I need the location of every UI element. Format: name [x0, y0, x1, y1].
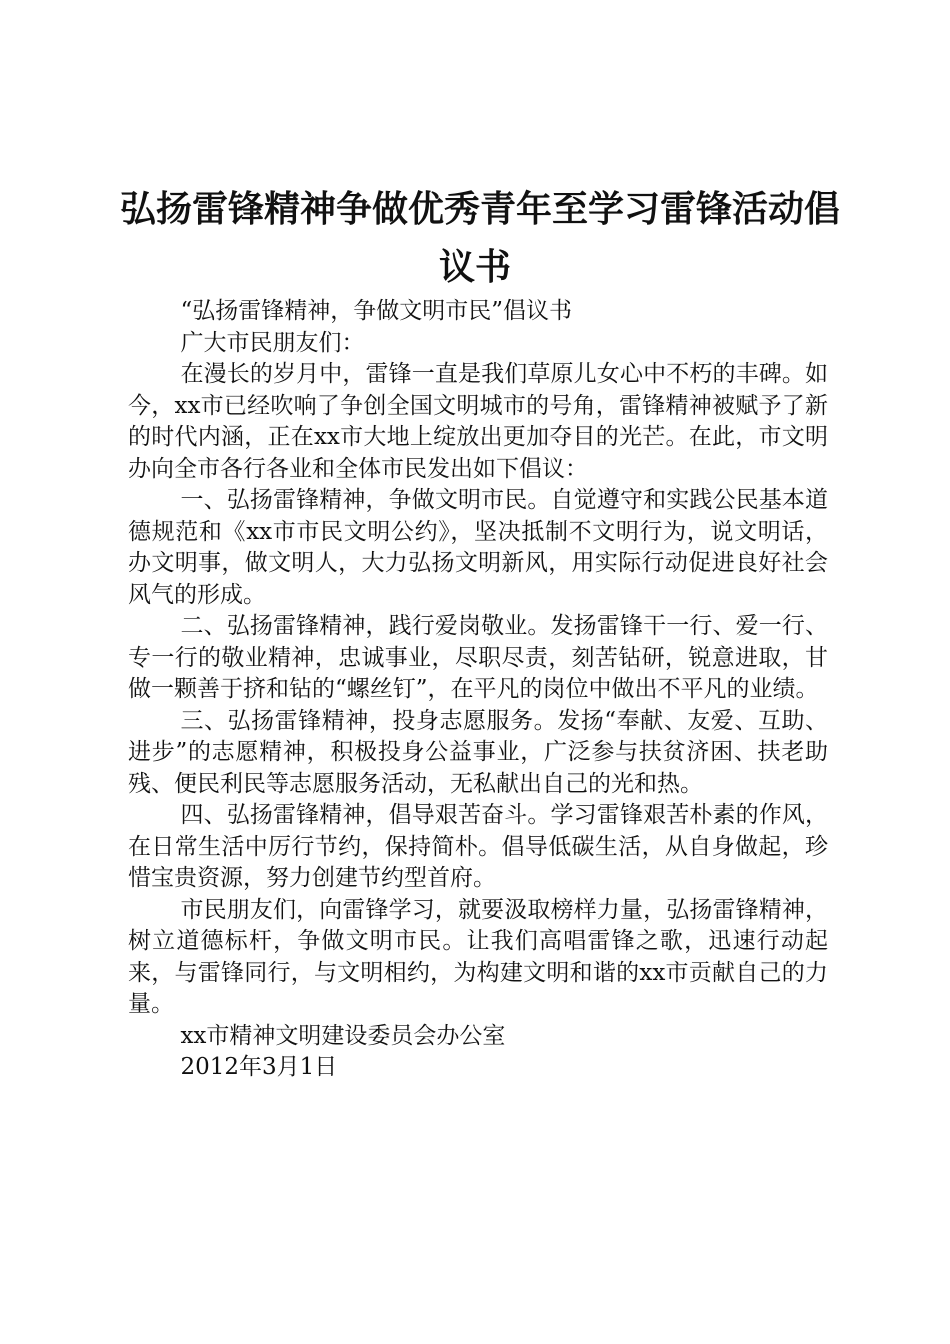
point-three-paragraph: 三、弘扬雷锋精神，投身志愿服务。发扬“奉献、友爱、互助、进步”的志愿精神，积极投身公益事业，广泛参与扶贫济困、扶老助残、便民利民等志愿服务活动，无私献出自己的光和热。	[128, 707, 828, 797]
document-body	[128, 296, 828, 1084]
point-one-paragraph: 一、弘扬雷锋精神，争做文明市民。自觉遵守和实践公民基本道德规范和《xx市市民文明公约》，坚决抵制不文明行为，说文明话，办文明事，做文明人，大力弘扬文明新风，用实际行动促进良好社会风气的形成。	[128, 487, 828, 608]
point-two-paragraph: 二、弘扬雷锋精神，践行爱岗敬业。发扬雷锋干一行、爱一行、专一行的敬业精神，忠诚事业，尽职尽责，刻苦钻研，锐意进取，甘做一颗善于挤和钻的“螺丝钉”，在平凡的岗位中做出不平凡的业绩。	[128, 613, 828, 702]
salutation: 广大市民朋友们：	[180, 329, 365, 356]
issuer-signature: xx市精神文明建设委员会办公室	[180, 1022, 506, 1049]
closing-paragraph: 市民朋友们，向雷锋学习，就要汲取榜样力量，弘扬雷锋精神，树立道德标杆，争做文明市民。让我们高唱雷锋之歌，迅速行动起来，与雷锋同行，与文明相约，为构建文明和谐的xx市贡献自己的力量。	[128, 896, 828, 1017]
issue-date: 2012年3月1日	[180, 1054, 338, 1080]
document-title-line2: 议书	[438, 247, 511, 288]
proposal-heading: “弘扬雷锋精神，争做文明市民”倡议书	[180, 298, 572, 324]
intro-paragraph: 在漫长的岁月中，雷锋一直是我们草原儿女心中不朽的丰碑。如今，xx市已经吹响了争创全国文明城市的号角，雷锋精神被赋予了新的时代内涵，正在xx市大地上绽放出更加夺目的光芒。在此，市文明办向全市各行各业和全体市民发出如下倡议：	[128, 361, 828, 482]
point-four-paragraph: 四、弘扬雷锋精神，倡导艰苦奋斗。学习雷锋艰苦朴素的作风，在日常生活中厉行节约，保持简朴。倡导低碳生活，从自身做起，珍惜宝贵资源，努力创建节约型首府。	[128, 802, 828, 891]
document-title-line1: 弘扬雷锋精神争做优秀青年至学习雷锋活动倡	[120, 189, 841, 230]
